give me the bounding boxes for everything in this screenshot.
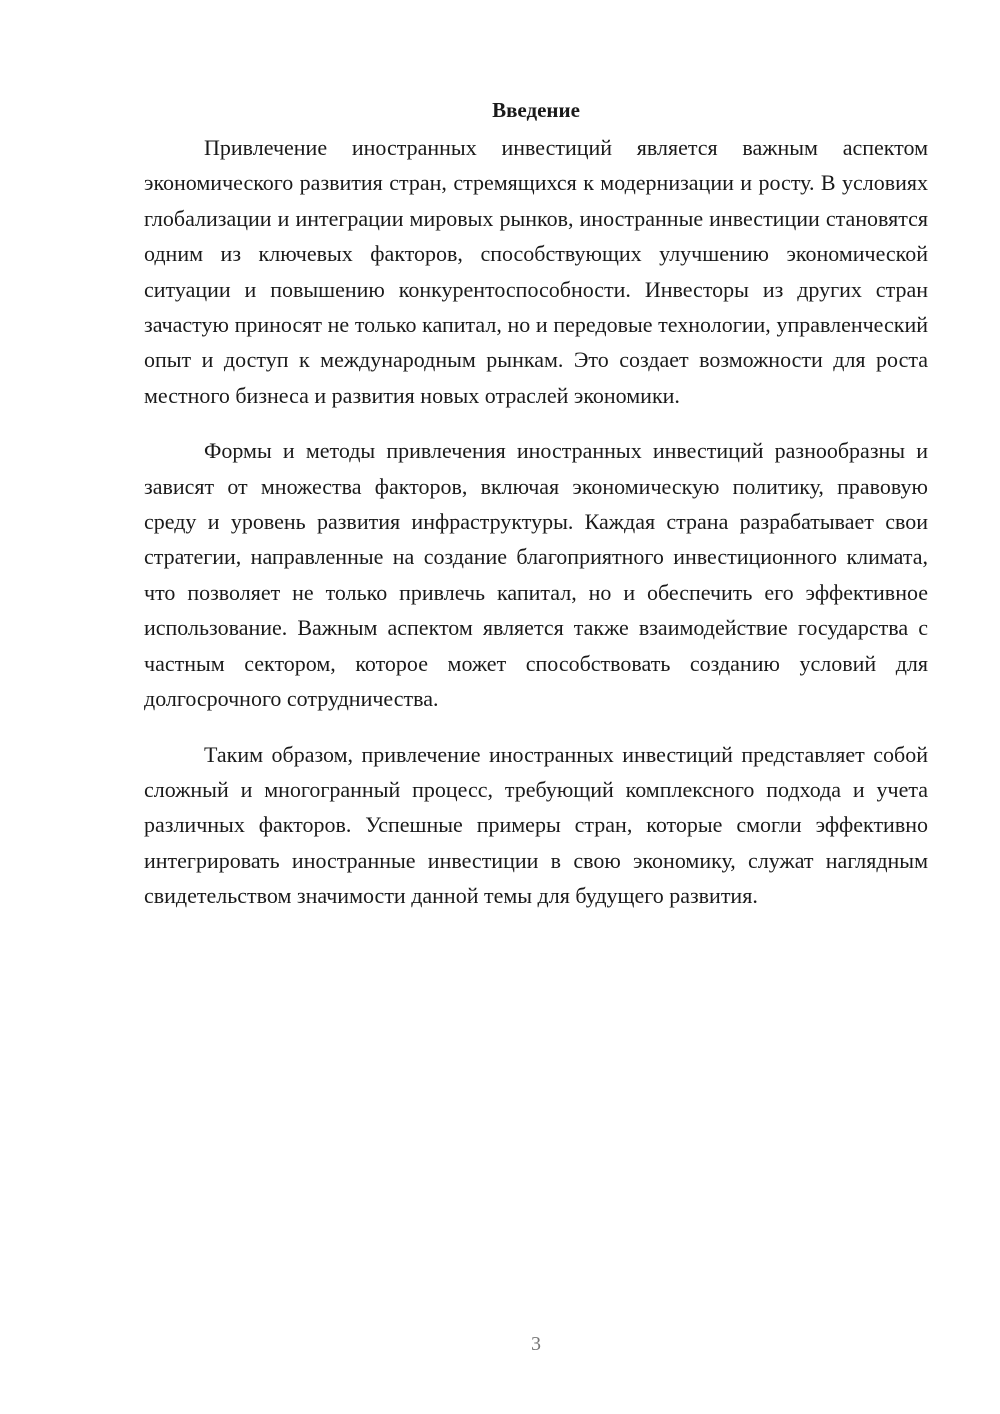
section-title: Введение <box>492 98 580 122</box>
paragraph-2: Формы и методы привлечения иностранных инвестиций разнообразны и зависят от множества факторов, включая экономическую политику, правовую среду и уровень развития инфраструктуры. Каждая страна разрабатывает свои стратегии, направленные на создание благоприятного инвестиционного климата, что позволяет не только привлечь капитал, но и обеспечить его эффективное использование. Важным аспектом является также взаимодействие государства с частным сектором, которое может способствовать созданию условий для долгосрочного сотрудничества. <box>144 438 928 712</box>
paragraph-3: Таким образом, привлечение иностранных инвестиций представляет собой сложный и многогранный процесс, требующий комплексного подхода и учета различных факторов. Успешные примеры стран, которые смогли эффективно интегрировать иностранные инвестиции в свою экономику, служат наглядным свидетельством значимости данной темы для будущего развития. <box>144 741 928 909</box>
page-content <box>144 92 928 934</box>
page-number: 3 <box>531 1333 541 1355</box>
paragraph-1: Привлечение иностранных инвестиций является важным аспектом экономического развития стран, стремящихся к модернизации и росту. В условиях глобализации и интеграции мировых рынков, иностранные инвестиции становятся одним из ключевых факторов, способствующих улучшению экономической ситуации и повышению конкурентоспособности. Инвесторы из других стран зачастую приносят не только капитал, но и передовые технологии, управленческий опыт и доступ к международным рынкам. Это создает возможности для роста местного бизнеса и развития новых отраслей экономики. <box>144 135 928 408</box>
